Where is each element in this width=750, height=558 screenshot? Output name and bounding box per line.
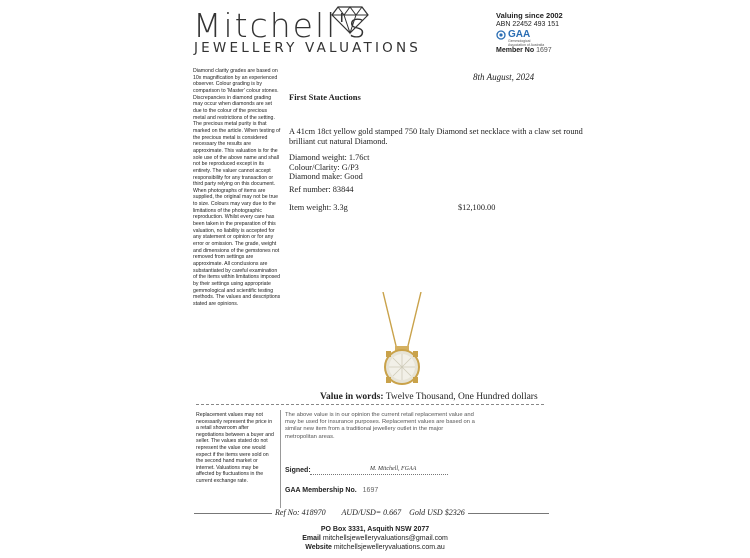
gaa-logo-subtext: Gemmological Association of Australia (508, 39, 545, 47)
signed-label: Signed: (285, 467, 311, 474)
email-label: Email (302, 534, 321, 542)
valuing-since: Valuing since 2002 (496, 11, 563, 20)
header-right-block (496, 12, 563, 29)
diamond-logo-icon (330, 5, 370, 40)
signature-name: M. Mitchell, FGAA (370, 466, 417, 472)
client-name: First State Auctions (289, 92, 361, 102)
contact-block (200, 526, 550, 552)
signature-line (310, 474, 448, 475)
diamond-make: Diamond make: Good (289, 172, 363, 182)
item-weight: Item weight: 3.3g (289, 203, 348, 212)
member-number-value: 1697 (536, 47, 552, 54)
website-label: Website (305, 543, 332, 551)
valuation-date: 8th August, 2024 (473, 72, 535, 82)
necklace-photo (367, 292, 437, 397)
website-link[interactable]: mitchellsjewelleryvaluations.com.au (333, 543, 445, 551)
member-label: Member No (496, 47, 535, 54)
disclaimer-bottom: Replacement values may not necessarily represent the price in a retail showroom after negotiations between a buyer and seller. The values stated do not represent the value one would expect if the items were sold on the second hand market or internet. Valuations may be affected by fluctuations in the current exchange rate. (196, 412, 274, 484)
disclaimer-top: Diamond clarity grades are based on 10x magnification by an experienced observer. Colour grading is by comparison to 'Master' colour stones. Discrepancies in diamond grading may occur when diamonds are set due to the colour of the precious metal and restrictions of the setting. The precious metal purity is that marked on the article. When testing of the precious metal is considered necessary the results are approximate. This valuation is for the sole use of the above name and shall not be reproduced except in its entirety. The valuer cannot accept responsibility for any transaction or third party relying on this document. When photographs of items are supplied, the original may not be true to size. Colours may vary due to the limitations of the photographic reproduction. Whilst every care has been taken in the preparation of this valuation, no liability is accepted for any statement or opinion or for any error or omission. The grade, weight and dimensions of the gemstones not removed from settings are approximate. All conclusions are substantiated by careful examination of the items within limitations imposed by their settings using appropriate gemmological and scientific testing methods. The values and descriptions stated are opinions. (193, 68, 281, 307)
replacement-note: The above value is in our opinion the current retail replacement value and may be used for insurance purposes. Replacement values are based on a similar new item from a traditional jewellery outlet in the major metropolitan areas. (285, 412, 475, 440)
brand-name: Mitchell's (193, 6, 368, 45)
gaa-logo-text: GAA (508, 29, 531, 40)
brand-subtitle: JEWELLERY VALUATIONS (194, 40, 422, 56)
gaa-membership-number: 1697 (362, 487, 379, 494)
colour-clarity: Colour/Clarity: G/P3 (289, 162, 359, 172)
dashed-divider (196, 404, 544, 405)
item-price: $12,100.00 (458, 203, 496, 212)
value-in-words-label: Value in words: (320, 392, 384, 402)
vertical-divider (280, 410, 281, 513)
email-address[interactable]: mitchellsjewelleryvaluations@gmail.com (322, 534, 448, 542)
gaa-membership-label: GAA Membership No. (285, 487, 357, 494)
diamond-specs (289, 153, 369, 182)
item-description: A 41cm 18ct yellow gold stamped 750 Italy Diamond set necklace with a claw set round brilliant cut natural Diamond. (289, 127, 583, 146)
value-in-words (320, 392, 538, 402)
po-box: PO Box 3331, Asquith NSW 2077 (320, 526, 430, 533)
gaa-membership (285, 487, 378, 494)
member-number (496, 47, 552, 54)
abn: ABN 22452 493 151 (496, 20, 560, 28)
gaa-circle-icon (496, 30, 506, 40)
footer-ref-line: Ref No: 418970 AUD/USD= 0.667 Gold USD $2326 (272, 508, 468, 517)
ref-number: Ref number: 83844 (289, 185, 354, 194)
value-in-words-text: Twelve Thousand, One Hundred dollars (385, 392, 538, 402)
diamond-weight: Diamond weight: 1.76ct (289, 153, 370, 162)
